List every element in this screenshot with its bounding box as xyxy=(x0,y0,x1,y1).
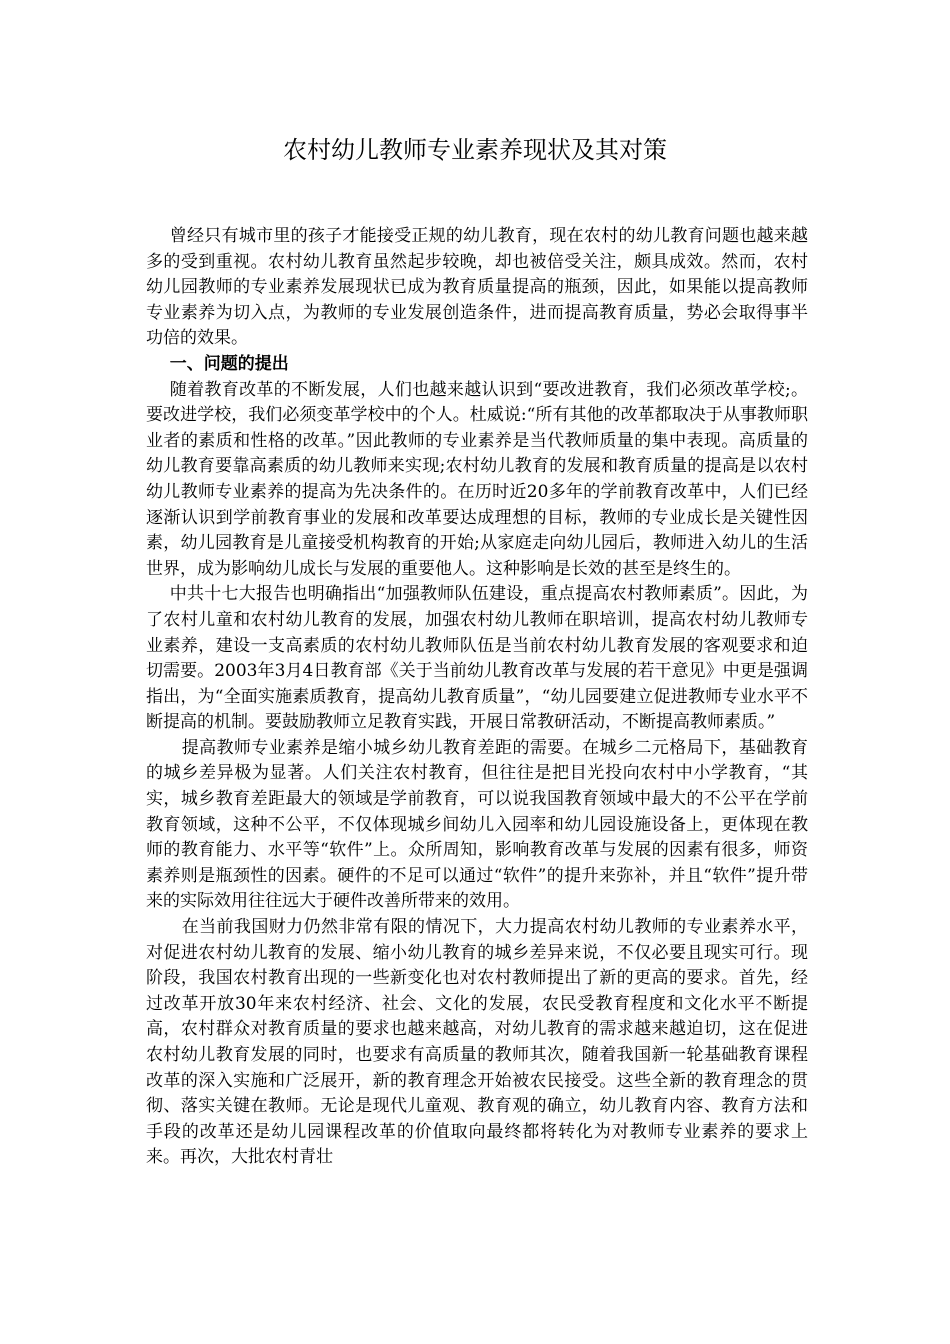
document-title: 农村幼儿教师专业素养现状及其对策 xyxy=(283,136,667,164)
intro-paragraph: 曾经只有城市里的孩子才能接受正规的幼儿教育，现在农村的幼儿教育问题也越来越多的受到重视。农村幼儿教育虽然起步较晚，却也被倍受关注，颇具成效。然而，农村幼儿园教师的专业素养发展现状已成为教育质量提高的瓶颈，因此，如果能以提高教师专业素养为切入点，为教师的专业发展创造条件，进而提高教育质量，势必会取得事半功倍的效果。 xyxy=(146,226,808,349)
body-paragraph: 随着教育改革的不断发展，人们也越来越认识到“要改进教育，我们必须改革学校;。要改进学校，我们必须变革学校中的个人。杜威说:“所有其他的改革都取决于从事教师职业者的素质和性格的改革。”因此教师的专业素养是当代教师质量的集中表现。高质量的幼儿教育要靠高素质的幼儿教师来实现;农村幼儿教育的发展和教育质量的提高是以农村幼儿教师专业素养的提高为先决条件的。在历时近20多年的学前教育改革中，人们已经逐渐认识到学前教育事业的发展和改革要达成理想的目标，教师的专业成长是关键性因素，幼儿园教育是儿童接受机构教育的开始;从家庭走向幼儿园后，教师进入幼儿的生活世界，成为影响幼儿成长与发展的重要他人。这种影响是长效的甚至是终生的。 xyxy=(146,379,808,579)
body-paragraph: 在当前我国财力仍然非常有限的情况下，大力提高农村幼儿教师的专业素养水平，对促进农村幼儿教育的发展、缩小幼儿教育的城乡差异来说，不仅必要且现实可行。现阶段，我国农村教育出现的一些新变化也对农村教师提出了新的更高的要求。首先，经过改革开放30年来农村经济、社会、文化的发展，农民受教育程度和文化水平不断提高，农村群众对教育质量的要求也越来越高，对幼儿教育的需求越来越迫切，这在促进农村幼儿教育发展的同时，也要求有高质量的教师其次，随着我国新一轮基础教育课程改革的深入实施和广泛展开，新的教育理念开始被农民接受。这些全新的教育理念的贯彻、落实关键在教师。无论是现代儿童观、教育观的确立，幼儿教育内容、教育方法和手段的改革还是幼儿园课程改革的价值取向最终都将转化为对教师专业素养的要求上来。再次，大批农村青壮 xyxy=(146,917,808,1168)
body-paragraph: 提高教师专业素养是缩小城乡幼儿教育差距的需要。在城乡二元格局下，基础教育的城乡差异极为显著。人们关注农村教育，但往往是把目光投向农村中小学教育，“其实，城乡教育差距最大的领域是学前教育，可以说我国教育领域中最大的不公平在学前教育领域，这种不公平，不仅体现城乡间幼儿入园率和幼儿园设施设备上，更体现在教师的教育能力、水平等“软件”上。众所周知，影响教育改革与发展的因素有很多，师资素养则是瓶颈性的因素。硬件的不足可以通过“软件”的提升来弥补，并且“软件”提升带来的实际效用往往远大于硬件改善所带来的效用。 xyxy=(146,737,808,912)
body-paragraph: 中共十七大报告也明确指出“加强教师队伍建设，重点提高农村教师素质”。因此，为了农村儿童和农村幼儿教育的发展，加强农村幼儿教师在职培训，提高农村幼儿教师专业素养，建设一支高素质的农村幼儿教师队伍是当前农村幼儿教育发展的客观要求和迫切需要。2003年3月4日教育部《关于当前幼儿教育改革与发展的若干意见》中更是强调指出，为“全面实施素质教育，提高幼儿教育质量”，“幼儿园要建立促进教师专业水平不断提高的机制。要鼓励教师立足教育实践，开展日常教研活动，不断提高教师素质。” xyxy=(146,584,808,733)
section-heading: 一、问题的提出 xyxy=(169,353,289,374)
document-body xyxy=(146,224,808,1171)
